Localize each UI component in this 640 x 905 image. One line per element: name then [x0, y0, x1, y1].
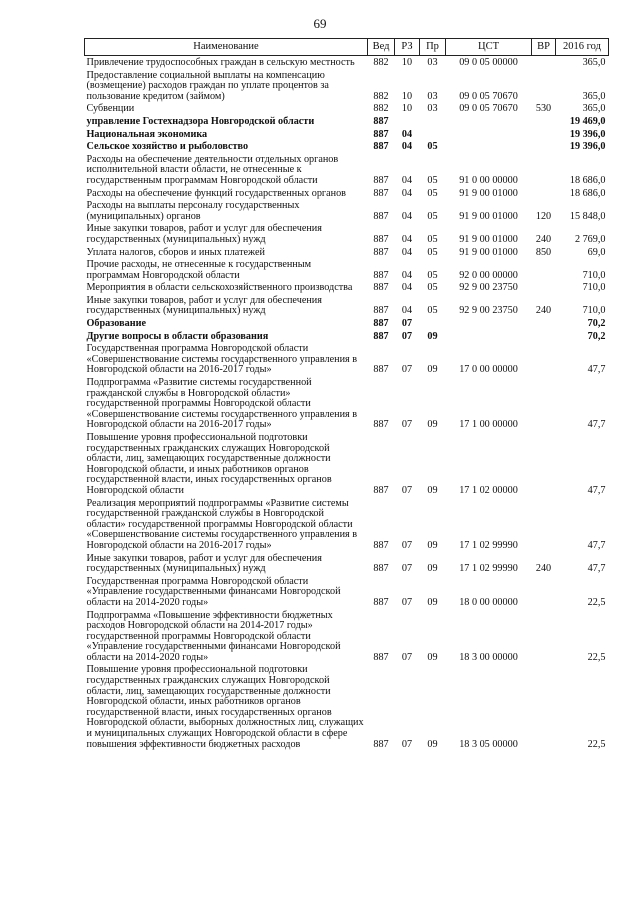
row-sum: 22,5 [587, 651, 606, 663]
row-pr: 05 [427, 174, 438, 186]
row-sum: 710,0 [582, 282, 606, 294]
row-pr: 05 [427, 141, 438, 153]
row-rz: 07 [401, 419, 413, 431]
row-ved: 887 [373, 484, 389, 496]
row-pr: 09 [427, 563, 438, 575]
row-rz [395, 115, 420, 128]
row-ved: 887 [373, 269, 389, 281]
row-vr [532, 153, 556, 187]
row-vr [532, 115, 556, 128]
row-rz: 04 [401, 305, 413, 317]
row-vr [532, 140, 556, 153]
row-ved: 887 [373, 651, 389, 663]
row-name: Другие вопросы в области образования [86, 330, 269, 342]
table-row [85, 609, 609, 664]
row-cst [446, 317, 532, 330]
header-cst: ЦСТ [446, 39, 532, 56]
row-vr: 240 [535, 563, 552, 575]
row-name: Подпрограмма «Повышение эффективности бюджетных расходов Новгородской области на 2014-2017 годы» государственной программы Новгородской области «Управление государственными финансами Новгородской области на 2014-2020 годы» [86, 609, 341, 663]
row-pr: 09 [427, 596, 438, 608]
row-name: Государственная программа Новгородской области «Управление государственными финансами Новгородской области на 2014-2020 годы» [86, 575, 341, 608]
table-row [85, 281, 609, 294]
row-name: Повышение уровня профессиональной подготовки государственных гражданских служащих Новгородской области, лиц, замещающих государственные должности Новгородской области, и иных работников органов государственной власти, иных государственных органов Новгородской области [86, 432, 332, 496]
row-cst [446, 115, 532, 128]
table-header-row [85, 39, 609, 56]
row-vr: 240 [535, 305, 552, 317]
row-sum: 70,2 [587, 318, 606, 330]
row-cst: 09 0 05 00000 [459, 57, 518, 68]
row-rz: 04 [401, 128, 413, 140]
row-sum: 47,7 [587, 364, 606, 376]
row-rz: 07 [401, 738, 413, 750]
row-sum: 18 686,0 [569, 187, 606, 199]
row-cst: 92 9 00 23750 [459, 282, 518, 294]
row-ved: 882 [373, 90, 389, 102]
row-cst: 91 9 00 01000 [459, 210, 518, 222]
row-cst: 91 9 00 01000 [459, 187, 518, 199]
row-ved: 887 [373, 187, 389, 199]
row-name: Иные закупки товаров, работ и услуг для обеспечения государственных (муниципальных) нужд [86, 552, 322, 575]
table-row [85, 128, 609, 141]
row-name: Подпрограмма «Развитие системы государственной гражданской службы в Новгородской области» государственной программы Новгородской области «Совершенствование системы государственного управления в Новгородской области на 2016-2017 годы» [86, 377, 358, 431]
row-pr: 09 [427, 651, 438, 663]
table-row [85, 663, 609, 750]
row-rz: 04 [401, 282, 413, 294]
row-sum: 365,0 [582, 103, 606, 115]
row-sum: 19 396,0 [569, 128, 606, 140]
row-ved: 887 [373, 318, 389, 330]
row-ved: 887 [373, 419, 389, 431]
row-pr: 05 [427, 246, 438, 258]
table-row [85, 69, 609, 103]
header-ved: Вед [368, 39, 395, 56]
row-ved: 887 [373, 539, 389, 551]
row-sum: 47,7 [587, 539, 606, 551]
row-rz: 07 [401, 318, 413, 330]
row-ved: 887 [373, 563, 389, 575]
row-ved: 887 [373, 305, 389, 317]
table-row [85, 153, 609, 187]
row-pr: 05 [427, 233, 438, 245]
row-cst: 18 0 00 00000 [459, 596, 518, 608]
table-row [85, 342, 609, 376]
row-rz: 04 [401, 269, 413, 281]
row-pr: 09 [427, 419, 438, 431]
row-sum: 18 686,0 [569, 174, 606, 186]
row-rz: 04 [401, 141, 413, 153]
table-row [85, 115, 609, 128]
row-pr: 05 [427, 269, 438, 281]
row-rz: 04 [401, 233, 413, 245]
row-pr [420, 128, 446, 141]
row-rz: 04 [401, 174, 413, 186]
row-ved: 887 [373, 738, 389, 750]
row-vr [532, 497, 556, 552]
row-cst [446, 140, 532, 153]
row-rz: 04 [401, 246, 413, 258]
row-rz: 04 [401, 210, 413, 222]
row-ved: 887 [373, 282, 389, 294]
row-sum: 47,7 [587, 563, 606, 575]
row-sum: 15 848,0 [569, 210, 606, 222]
row-name: управление Гостехнадзора Новгородской области [86, 115, 315, 127]
row-rz: 07 [401, 563, 413, 575]
row-rz: 07 [401, 484, 413, 496]
row-vr [532, 258, 556, 281]
row-sum: 19 469,0 [569, 115, 606, 127]
row-name: Привлечение трудоспособных граждан в сельскую местность [86, 57, 355, 68]
table-row [85, 294, 609, 317]
row-cst: 17 1 02 99990 [459, 563, 518, 575]
row-sum: 19 396,0 [569, 141, 606, 153]
row-pr: 05 [427, 282, 438, 294]
row-rz: 07 [401, 596, 413, 608]
row-vr [532, 342, 556, 376]
row-sum: 365,0 [582, 90, 606, 102]
table-row [85, 56, 609, 69]
row-cst: 92 9 00 23750 [459, 305, 518, 317]
header-name: Наименование [85, 39, 368, 56]
row-pr: 03 [427, 103, 438, 115]
table-row [85, 497, 609, 552]
row-rz: 10 [401, 90, 413, 102]
row-ved: 887 [373, 246, 389, 258]
table-row [85, 575, 609, 609]
row-vr [532, 281, 556, 294]
row-ved: 887 [373, 233, 389, 245]
row-ved: 882 [373, 57, 389, 68]
table-row [85, 102, 609, 115]
row-pr [420, 317, 446, 330]
header-rz: РЗ [395, 39, 420, 56]
row-name: Государственная программа Новгородской области «Совершенствование системы государственного управления в Новгородской области на 2016-2017 годы» [86, 343, 358, 376]
row-ved: 887 [373, 210, 389, 222]
table-row [85, 246, 609, 259]
table-row [85, 199, 609, 222]
row-sum: 22,5 [587, 596, 606, 608]
row-rz: 04 [401, 187, 413, 199]
row-ved: 887 [373, 330, 389, 342]
row-pr: 03 [427, 90, 438, 102]
row-rz: 10 [401, 103, 413, 115]
row-ved: 887 [373, 596, 389, 608]
row-cst: 17 1 00 00000 [459, 419, 518, 431]
table-row [85, 317, 609, 330]
row-vr [532, 317, 556, 330]
table-row [85, 258, 609, 281]
header-sum: 2016 год [556, 39, 609, 56]
row-cst [446, 330, 532, 343]
row-sum: 47,7 [587, 419, 606, 431]
row-vr [532, 663, 556, 750]
row-name: Расходы на выплаты персоналу государственных (муниципальных) органов [86, 200, 300, 222]
row-sum: 47,7 [587, 484, 606, 496]
row-ved: 887 [373, 128, 389, 140]
row-rz: 07 [401, 330, 413, 342]
row-vr [532, 69, 556, 103]
row-pr: 09 [427, 330, 438, 342]
row-cst: 91 9 00 01000 [459, 246, 518, 258]
row-ved: 887 [373, 364, 389, 376]
row-ved: 887 [373, 141, 389, 153]
row-name: Расходы на обеспечение функций государственных органов [86, 187, 346, 199]
row-cst: 91 0 00 00000 [459, 174, 518, 186]
row-sum: 710,0 [582, 305, 606, 317]
table-row [85, 376, 609, 431]
row-pr: 09 [427, 738, 438, 750]
row-cst: 18 3 00 00000 [459, 651, 518, 663]
row-sum: 2 769,0 [574, 233, 606, 245]
row-vr: 530 [535, 103, 552, 115]
row-vr [532, 431, 556, 497]
header-pr: Пр [420, 39, 446, 56]
row-cst: 09 0 05 70670 [459, 103, 518, 115]
row-pr: 03 [427, 57, 438, 68]
row-rz: 07 [401, 539, 413, 551]
row-pr: 05 [427, 210, 438, 222]
table-row [85, 222, 609, 245]
table-row [85, 187, 609, 200]
row-name: Уплата налогов, сборов и иных платежей [86, 246, 265, 258]
row-cst: 17 0 00 00000 [459, 364, 518, 376]
table-row [85, 431, 609, 497]
table-body [85, 56, 609, 751]
row-ved: 887 [373, 174, 389, 186]
row-pr: 09 [427, 484, 438, 496]
row-sum: 710,0 [582, 269, 606, 281]
row-vr: 850 [535, 246, 552, 258]
row-name: Сельское хозяйство и рыболовство [86, 141, 249, 153]
row-name: Образование [86, 318, 147, 330]
row-pr [420, 115, 446, 128]
row-vr [532, 330, 556, 343]
row-name: Иные закупки товаров, работ и услуг для обеспечения государственных (муниципальных) нужд [86, 294, 322, 317]
row-name: Повышение уровня профессиональной подготовки государственных гражданских служащих Новгородской области, лиц, замещающих государственные должности Новгородской области, иных работников органов государственной власти, иных государственных органов Новгородской области, выборных должностных лиц, служащих и муниципальных служащих Новгородской области в сфере повышения эффективности бюджетных расходов [86, 664, 364, 750]
budget-table [84, 38, 609, 750]
row-ved: 887 [373, 115, 389, 127]
row-cst: 17 1 02 00000 [459, 484, 518, 496]
row-cst [446, 128, 532, 141]
row-cst: 18 3 05 00000 [459, 738, 518, 750]
row-cst: 09 0 05 70670 [459, 90, 518, 102]
row-cst: 91 9 00 01000 [459, 233, 518, 245]
row-pr: 05 [427, 305, 438, 317]
row-rz: 07 [401, 364, 413, 376]
row-ved: 882 [373, 103, 389, 115]
row-name: Иные закупки товаров, работ и услуг для обеспечения государственных (муниципальных) нужд [86, 223, 322, 245]
row-rz: 10 [401, 57, 413, 68]
row-vr [532, 376, 556, 431]
row-name: Прочие расходы, не отнесенные к государственным программам Новгородской области [86, 259, 312, 281]
table-row [85, 330, 609, 343]
row-vr: 120 [535, 210, 552, 222]
row-name: Реализация мероприятий подпрограммы «Развитие системы государственной гражданской службы в Новгородской области» государственной программы Новгородской области «Совершенствование системы государственного управления в Новгородской области на 2016-2017 годы» [86, 497, 358, 551]
row-name: Предоставление социальной выплаты на компенсацию (возмещение) расходов граждан по уплате процентов за пользование кредитом (займом) [86, 69, 329, 102]
row-vr [532, 575, 556, 609]
row-pr: 05 [427, 187, 438, 199]
header-vr: ВР [532, 39, 556, 56]
row-sum: 70,2 [587, 330, 606, 342]
row-cst: 92 0 00 00000 [459, 269, 518, 281]
row-vr [532, 128, 556, 141]
row-cst: 17 1 02 99990 [459, 539, 518, 551]
row-vr [532, 187, 556, 200]
row-pr: 09 [427, 364, 438, 376]
row-sum: 22,5 [587, 738, 606, 750]
row-pr: 09 [427, 539, 438, 551]
row-vr: 240 [535, 233, 552, 245]
row-rz: 07 [401, 651, 413, 663]
row-sum: 69,0 [587, 246, 606, 258]
row-name: Мероприятия в области сельскохозяйственного производства [86, 282, 353, 294]
table-row [85, 552, 609, 575]
row-sum: 365,0 [582, 57, 606, 68]
row-vr [532, 609, 556, 664]
row-name: Расходы на обеспечение деятельности отдельных органов исполнительной власти области, не отнесенные к государственным программам Новгородской области [86, 153, 339, 186]
table-row [85, 140, 609, 153]
row-name: Национальная экономика [86, 128, 208, 140]
page-number: 69 [313, 16, 327, 31]
row-name: Субвенции [86, 103, 135, 115]
row-vr [532, 56, 556, 69]
